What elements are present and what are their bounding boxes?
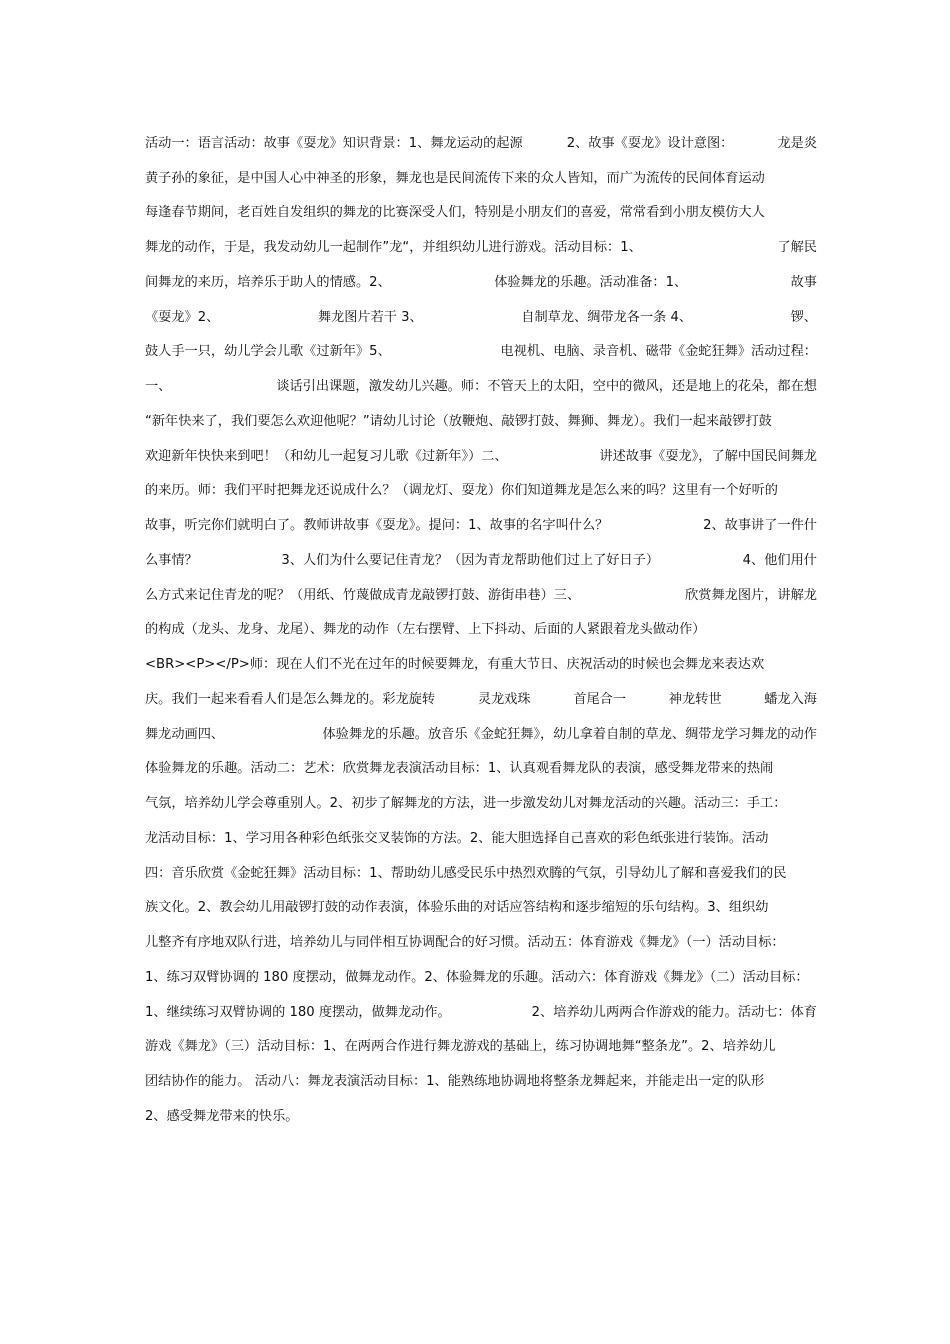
text-line [145, 437, 817, 472]
text-segment: “新年快来了，我们要怎么欢迎他呢？”请幼儿讨论（放鞭炮、敲锣打鼓、舞狮、舞龙）。我们一起来敲锣打鼓 [145, 413, 772, 429]
text-line [145, 1028, 817, 1063]
text-line [145, 228, 817, 263]
text-segment: 1、继续练习双臂协调的 180 度摆动，做舞龙动作。 [145, 1004, 451, 1020]
text-line [145, 784, 817, 819]
text-line [145, 750, 817, 785]
text-segment: 龙活动目标：1、学习用各种彩色纸张交叉装饰的方法。2、能大胆选择自己喜欢的彩色纸张进行装饰。活动 [145, 830, 769, 846]
text-segment: 儿整齐有序地双队行进，培养幼儿与同伴相互协调配合的好习惯。活动五：体育游戏《舞龙》（一）活动目标： [145, 935, 785, 951]
text-segment: 么方式来记住青龙的呢？（用纸、竹蔑做成青龙敲锣打鼓、游街串巷）三、 [145, 587, 581, 603]
text-line [145, 889, 817, 924]
text-segment: 每逢春节期间，老百姓自发组织的舞龙的比赛深受人们，特别是小朋友们的喜爱，常常看到小朋友模仿大人 [145, 205, 765, 221]
text-line [145, 819, 817, 854]
text-line [145, 194, 817, 229]
text-segment: 黄子孙的象征，是中国人心中神圣的形象，舞龙也是民间流传下来的众人皆知，而广为流传的民间体育运动 [145, 170, 765, 186]
text-segment: 体验舞龙的乐趣。放音乐《金蛇狂舞》，幼儿拿着自制的草龙、绸带龙学习舞龙的动作 [322, 726, 817, 742]
text-segment: 1、练习双臂协调的 180 度摆动，做舞龙动作。2、体验舞龙的乐趣。活动六：体育游戏《舞龙》（二）活动目标： [145, 969, 809, 985]
text-segment: 龙是炎 [777, 135, 817, 151]
text-segment: 谈话引出课题，激发幼儿兴趣。师：不管天上的太阳，空中的微风，还是地上的花朵，都在想 [276, 379, 817, 395]
text-segment: 的来历。师：我们平时把舞龙还说成什么？（调龙灯、耍龙）你们知道舞龙是怎么来的吗？这里有一个好听的 [145, 483, 778, 499]
text-segment: <BR><P></P>师：现在人们不光在过年的时候要舞龙，有重大节日、庆祝活动的时候也会舞龙来表达欢 [145, 657, 765, 673]
text-segment: 蟠龙入海 [764, 691, 817, 707]
text-segment: 故事 [790, 274, 817, 290]
text-line [145, 263, 817, 298]
text-segment: 讲述故事《耍龙》，了解中国民间舞龙 [599, 448, 817, 464]
text-segment: 2、感受舞龙带来的快乐。 [145, 1108, 299, 1124]
text-segment: 神龙转世 [668, 691, 722, 707]
text-line [145, 367, 817, 402]
text-segment: 一、 [145, 379, 172, 395]
document-body [145, 124, 817, 1132]
text-segment: 的构成（龙头、龙身、龙尾）、舞龙的动作（左右摆臂、上下抖动、后面的人紧跟着龙头做动作） [145, 622, 706, 638]
text-line [145, 854, 817, 889]
text-segment: 舞龙的动作，于是，我发动幼儿一起制作”龙“，并组织幼儿进行游戏。活动目标：1、 [145, 240, 642, 256]
text-segment: 族文化。2、教会幼儿用敲锣打鼓的动作表演，体验乐曲的对话应答结构和逐步缩短的乐句结构。3、组织幼 [145, 900, 769, 916]
text-segment: 4、他们用什 [742, 552, 817, 568]
text-segment: 体验舞龙的乐趣。活动二：艺术：欣赏舞龙表演活动目标：1、认真观看舞龙队的表演，感受舞龙带来的热闹 [145, 761, 774, 777]
text-line [145, 680, 817, 715]
text-segment: 3、人们为什么要记住青龙？（因为青龙帮助他们过上了好日子） [281, 552, 660, 568]
text-segment: 首尾合一 [573, 691, 627, 707]
text-segment: 电视机、电脑、录音机、磁带《金蛇狂舞》活动过程： [500, 344, 817, 360]
text-line [145, 124, 817, 159]
text-line [145, 715, 817, 750]
text-line [145, 298, 817, 333]
text-segment: 《耍龙》2、 [145, 309, 220, 325]
text-line [145, 541, 817, 576]
text-segment: 体验舞龙的乐趣。活动准备：1、 [494, 274, 688, 290]
text-segment: 么事情？ [145, 552, 198, 568]
text-segment: 舞龙图片若干 3、 [317, 309, 423, 325]
text-segment: 欢迎新年快快来到吧！（和幼儿一起复习儿歌《过新年》）二、 [145, 448, 508, 464]
text-segment: 锣、 [790, 309, 817, 325]
text-segment: 间舞龙的来历，培养乐于助人的情感。2、 [145, 274, 391, 290]
text-segment: 2、故事讲了一件什 [703, 518, 817, 534]
text-line [145, 333, 817, 368]
text-segment: 2、培养幼儿两两合作游戏的能力。活动七：体育 [531, 1004, 817, 1020]
text-line [145, 402, 817, 437]
text-line [145, 1097, 817, 1132]
text-segment: 四：音乐欣赏《金蛇狂舞》活动目标：1、帮助幼儿感受民乐中热烈欢腾的气氛，引导幼儿了解和喜爱我们的民 [145, 865, 787, 881]
text-segment: 2、故事《耍龙》设计意图： [566, 135, 734, 151]
text-segment: 灵龙戏珠 [477, 691, 531, 707]
text-line [145, 159, 817, 194]
text-line [145, 506, 817, 541]
text-segment: 庆。我们一起来看看人们是怎么舞龙的。彩龙旋转 [145, 691, 436, 707]
text-line [145, 472, 817, 507]
text-segment: 故事，听完你们就明白了。教师讲故事《耍龙》。提问：1、故事的名字叫什么？ [145, 518, 609, 534]
text-line [145, 645, 817, 680]
text-segment: 活动一：语言活动：故事《耍龙》知识背景：1、舞龙运动的起源 [145, 135, 523, 151]
text-segment: 自制草龙、绸带龙各一条 4、 [521, 309, 693, 325]
text-segment: 鼓人手一只，幼儿学会儿歌《过新年》5、 [145, 344, 391, 360]
text-line [145, 1062, 817, 1097]
text-line [145, 958, 817, 993]
text-line [145, 923, 817, 958]
text-segment: 游戏《舞龙》（三）活动目标：1、在两两合作进行舞龙游戏的基础上，练习协调地舞“整条龙”。2、培养幼儿 [145, 1039, 776, 1055]
text-segment: 欣赏舞龙图片，讲解龙 [685, 587, 817, 603]
text-segment: 舞龙动画四、 [145, 726, 225, 742]
text-segment: 团结协作的能力。 活动八：舞龙表演活动目标：1、能熟练地协调地将整条龙舞起来，并能走出一定的队形 [145, 1074, 765, 1090]
text-segment: 了解民 [777, 240, 817, 256]
text-line [145, 611, 817, 646]
text-line [145, 576, 817, 611]
text-segment: 气氛，培养幼儿学会尊重别人。2、初步了解舞龙的方法，进一步激发幼儿对舞龙活动的兴趣。活动三：手工： [145, 796, 787, 812]
text-line [145, 993, 817, 1028]
